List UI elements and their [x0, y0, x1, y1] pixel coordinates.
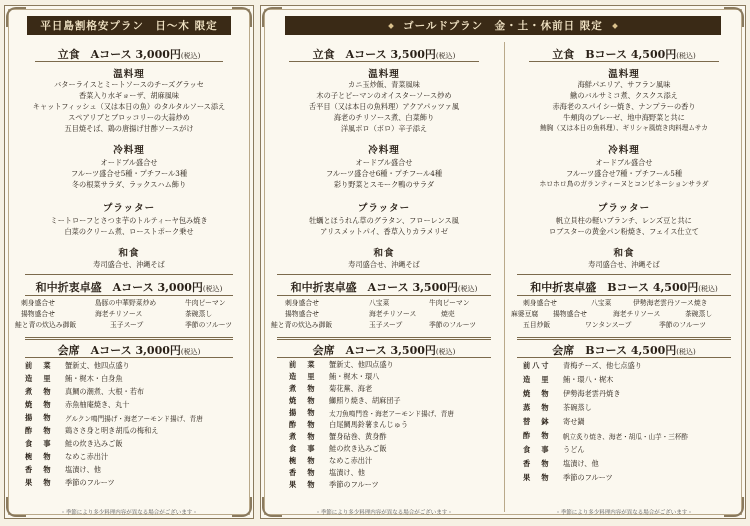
- dish-cell: 刺身盛合せ: [523, 299, 557, 307]
- menu-item: フルーツ盛合せ5種・プチフール3種: [70, 169, 188, 178]
- plan-banner: 平日島割格安プラン 日〜木 限定: [27, 16, 231, 35]
- dish-cell: 玉子スープ: [110, 321, 144, 329]
- course-row: 前八寸 青梅チーズ、他七点盛り: [523, 361, 642, 370]
- menu-item: 白菜のクリーム煮、ローストポーク乗せ: [64, 227, 194, 236]
- dish-cell: ワンタンスープ: [585, 321, 632, 329]
- section-platter-title: プラッター: [597, 203, 651, 214]
- dish-cell: 季節のフルーツ: [659, 321, 707, 329]
- course-row: 造 里 鮪・梶木・白身魚: [25, 374, 123, 383]
- menu-item: ロブスターの黄金パン粉焼き、フェイス仕立て: [549, 227, 699, 236]
- menu-item: 寿司盛合せ、沖縄そば: [348, 260, 420, 269]
- corner-ornament: [6, 7, 26, 27]
- menu-item: オードブル盛合せ: [355, 158, 413, 167]
- menu-item: バターライスとミートソースのチーズグラッセ: [54, 80, 204, 89]
- divider: [35, 61, 223, 62]
- divider: [277, 295, 491, 296]
- dish-cell: 玉子スープ: [369, 321, 403, 329]
- divider: [517, 357, 731, 358]
- course-row: 香 物 塩漬け、他: [289, 468, 365, 477]
- dish-cell: 鮭と青の炊込み御飯: [15, 321, 77, 329]
- menu-item: 舌平目（又は本日の魚料理）アクアパッツァ風: [308, 102, 460, 111]
- plan-banner: ゴールドプラン 金・土・休前日 限定: [285, 16, 721, 35]
- dish-cell: 牛肉ピーマン: [429, 299, 470, 307]
- course-row: 替 鉢 寄せ鍋: [523, 417, 585, 426]
- course-row: 前 菜 蟹新丈、他四点盛り: [289, 360, 394, 369]
- wachu-dish-grid: [509, 298, 739, 334]
- menu-item: 牛頬肉のブレーゼ、地中海野菜と共に: [563, 113, 685, 122]
- menu-item: 洋風ボロ（ボロ）辛子添え: [340, 124, 428, 133]
- dish-cell: 揚物盛合せ: [553, 310, 587, 318]
- course-row: 香 物 塩漬け、他: [25, 465, 101, 474]
- wachu-course-title: 和中折衷卓盛 Aコース 3,000円(税込): [35, 281, 223, 294]
- menu-item: カニ玉炒飯、青菜風味: [348, 80, 420, 89]
- course-row: 煮 物 菊花蕪、海老: [289, 384, 373, 393]
- menu-item: 木の子とピーマンのオイスターソース炒め: [316, 91, 452, 100]
- plan-gold-panel: [260, 5, 746, 519]
- course-row: 揚 物 太刀魚鳴門巻・海老アーモンド揚げ、青唐: [289, 408, 454, 418]
- menu-item: 彩り野菜とスモーク鴨のサラダ: [333, 180, 435, 189]
- kaiseki-course-title: 会席 Bコース 4,500円(税込): [552, 344, 696, 357]
- section-cold-title: 冷料理: [608, 145, 640, 156]
- menu-item: スペアリブとブロッコリーの大蒜炒め: [68, 113, 190, 122]
- dish-cell: 八宝菜: [591, 299, 612, 307]
- wachu-course-title: 和中折衷卓盛 Aコース 3,500円(税込): [290, 281, 478, 294]
- divider: [289, 61, 479, 62]
- course-row: 蒸 物 茶碗蒸し: [523, 403, 592, 412]
- seasonal-note: ・季節により多少料理内容が異なる場合がございます・: [315, 510, 453, 516]
- divider: [25, 274, 233, 275]
- dish-cell: 季節のフルーツ: [185, 321, 233, 329]
- section-platter-title: プラッター: [357, 203, 411, 214]
- dish-cell: 焼売: [441, 310, 455, 318]
- course-row: 食 事 うどん: [523, 445, 585, 454]
- seasonal-note: ・季節により多少料理内容が異なる場合がございます・: [555, 510, 693, 516]
- corner-ornament: [232, 7, 252, 27]
- course-row: 食 事 鮭の炊き込みご飯: [289, 444, 387, 453]
- course-row: 前 菜 蟹新丈、他四点盛り: [25, 361, 130, 370]
- kaiseki-course-list: [523, 361, 739, 491]
- dish-cell: 茶碗蒸し: [685, 310, 713, 318]
- dish-cell: 五目炒飯: [523, 321, 551, 329]
- wachu-dish-grid: [15, 298, 243, 334]
- course-row: 焼 物 伊勢海老雲丹焼き: [523, 389, 621, 398]
- menu-item: オードブル盛合せ: [100, 158, 158, 167]
- section-cold-title: 冷料理: [368, 145, 400, 156]
- menu-item: フルーツ盛合せ7種・プチフール5種: [565, 169, 683, 178]
- divider: [277, 357, 491, 358]
- seasonal-note: ・季節により多少料理内容が異なる場合がございます・: [60, 510, 198, 516]
- course-row: 煮 物 真鯛の潮煮、大根・若布: [25, 387, 145, 396]
- section-washoku-title: 和食: [613, 248, 635, 259]
- kaiseki-course-title: 会席 Aコース 3,500円(税込): [312, 344, 456, 357]
- course-row: 香 物 塩漬け、他: [523, 459, 599, 468]
- divider: [25, 295, 233, 296]
- dish-cell: 八宝菜: [369, 299, 390, 307]
- divider: [25, 357, 233, 358]
- wachu-dish-grid: [269, 298, 499, 334]
- corner-ornament: [262, 7, 282, 27]
- menu-item: 鮪胸（又は本日の魚料理）、ギリシャ風焼き肉料理ムサカ: [540, 124, 708, 132]
- tachigui-course-title: 立食 Bコース 4,500円(税込): [552, 48, 696, 61]
- plan-weekday-panel: [4, 5, 254, 519]
- menu-item: 香菜入り水ギョーザ、胡麻風味: [78, 91, 180, 100]
- dish-cell: 刺身盛合せ: [21, 299, 55, 307]
- kaiseki-course-title: 会席 Aコース 3,000円(税込): [57, 344, 201, 357]
- course-row: 焼 物 赤魚柚庵焼き、丸十: [25, 400, 130, 409]
- divider: [517, 274, 731, 275]
- menu-item: 帆立貝柱の軽いブランチ、レンズ豆と共に: [556, 216, 692, 225]
- kaiseki-course-list: [25, 361, 243, 506]
- section-warm-title: 温料理: [368, 69, 400, 80]
- dish-cell: 鮭と青の炊込み御飯: [271, 321, 333, 329]
- section-washoku-title: 和食: [373, 248, 395, 259]
- course-row: 造 里 鮪・梶木・環八: [289, 372, 380, 381]
- dish-cell: 牛肉ピーマン: [185, 299, 226, 307]
- dish-cell: 伊勢海老雲丹ソース焼き: [633, 299, 708, 307]
- dish-cell: 揚物盛合せ: [21, 310, 55, 318]
- course-row: 果 物 季節のフルーツ: [289, 480, 379, 489]
- wachu-course-title: 和中折衷卓盛 Bコース 4,500円(税込): [530, 281, 718, 294]
- section-warm-title: 温料理: [608, 69, 640, 80]
- course-row: 食 事 鮭の炊き込みご飯: [25, 439, 123, 448]
- dish-cell: 島豚の中華野菜炒め: [95, 299, 157, 307]
- divider: [277, 337, 491, 340]
- dish-cell: 季節のフルーツ: [429, 321, 477, 329]
- divider: [277, 274, 491, 275]
- course-row: 酢 物 帆立炙り焼き、海老・胡瓜・山芋・三杯酢: [523, 431, 689, 441]
- section-washoku-title: 和食: [118, 248, 140, 259]
- menu-item: 鰍のバルサミコ煮、クスクス添え: [570, 91, 678, 100]
- course-row: 焼 物 鰤照り焼き、胡麻団子: [289, 396, 401, 405]
- section-platter-title: プラッター: [102, 203, 156, 214]
- divider: [517, 337, 731, 340]
- menu-item: 赤海老のスパイシー焼き、ナンプラーの香り: [552, 102, 696, 111]
- menu-item: フルーツ盛合せ6種・プチフール4種: [325, 169, 443, 178]
- menu-item: オードブル盛合せ: [595, 158, 653, 167]
- dish-cell: 麻婆豆腐: [511, 310, 539, 318]
- kaiseki-course-list: [289, 360, 499, 505]
- tachigui-course-title: 立食 Aコース 3,000円(税込): [57, 48, 201, 61]
- course-row: 酢 物 鶏ささ身と明き胡瓜の梅和え: [25, 426, 159, 435]
- dish-cell: 茶碗蒸し: [185, 310, 213, 318]
- menu-item: アリスメットパイ、香草入りカラメリゼ: [320, 227, 448, 236]
- dish-cell: 揚物盛合せ: [285, 310, 319, 318]
- dish-cell: 海老チリソース: [95, 310, 143, 318]
- course-row: 造 里 鮪・環八・梶木: [523, 375, 614, 384]
- dish-cell: 海老チリソース: [613, 310, 661, 318]
- menu-item: 五目焼そば、鶏の唐揚げ甘酢ソースがけ: [64, 124, 194, 133]
- course-row: 酢 物 白尾鯛馬鈴薯まんじゅう: [289, 420, 409, 429]
- menu-item: 寿司盛合せ、沖縄そば: [588, 260, 660, 269]
- menu-item: ホロホロ鳥のガランティーヌとコンビネーションサラダ: [539, 180, 709, 188]
- menu-item: 寿司盛合せ、沖縄そば: [93, 260, 165, 269]
- menu-item: キャットフィッシュ（又は本日の魚）のタルタルソース添え: [32, 102, 226, 111]
- divider: [517, 295, 731, 296]
- menu-item: ミートローフとさつま芋のトルティーヤ包み焼き: [50, 216, 208, 225]
- tachigui-course-title: 立食 Aコース 3,500円(税込): [312, 48, 456, 61]
- menu-item: 海老のチリソース煮、白菜飾り: [333, 113, 435, 122]
- course-row: 椀 物 なめこ赤出汁: [289, 456, 373, 465]
- course-row: 果 物 季節のフルーツ: [523, 473, 613, 482]
- course-row: 椀 物 なめこ赤出汁: [25, 452, 109, 461]
- menu-item: 牡蠣とほうれん草のグラタン、フローレンス風: [309, 216, 459, 225]
- section-cold-title: 冷料理: [113, 145, 145, 156]
- column-divider: [504, 42, 505, 512]
- corner-ornament: [724, 7, 744, 27]
- menu-item: 海鮮パエリア、サフラン風味: [577, 80, 671, 89]
- dish-cell: 刺身盛合せ: [285, 299, 319, 307]
- menu-item: 冬の根菜サラダ、ラックスハム飾り: [71, 180, 187, 189]
- divider: [25, 337, 233, 340]
- course-row: 煮 物 蟹身砧巻、黄身酢: [289, 432, 387, 441]
- divider: [529, 61, 719, 62]
- course-row: 揚 物 グルクン鳴門揚げ・海老アーモンド揚げ、青唐: [25, 413, 203, 423]
- course-row: 果 物 季節のフルーツ: [25, 478, 115, 487]
- section-warm-title: 温料理: [113, 69, 145, 80]
- dish-cell: 海老チリソース: [369, 310, 417, 318]
